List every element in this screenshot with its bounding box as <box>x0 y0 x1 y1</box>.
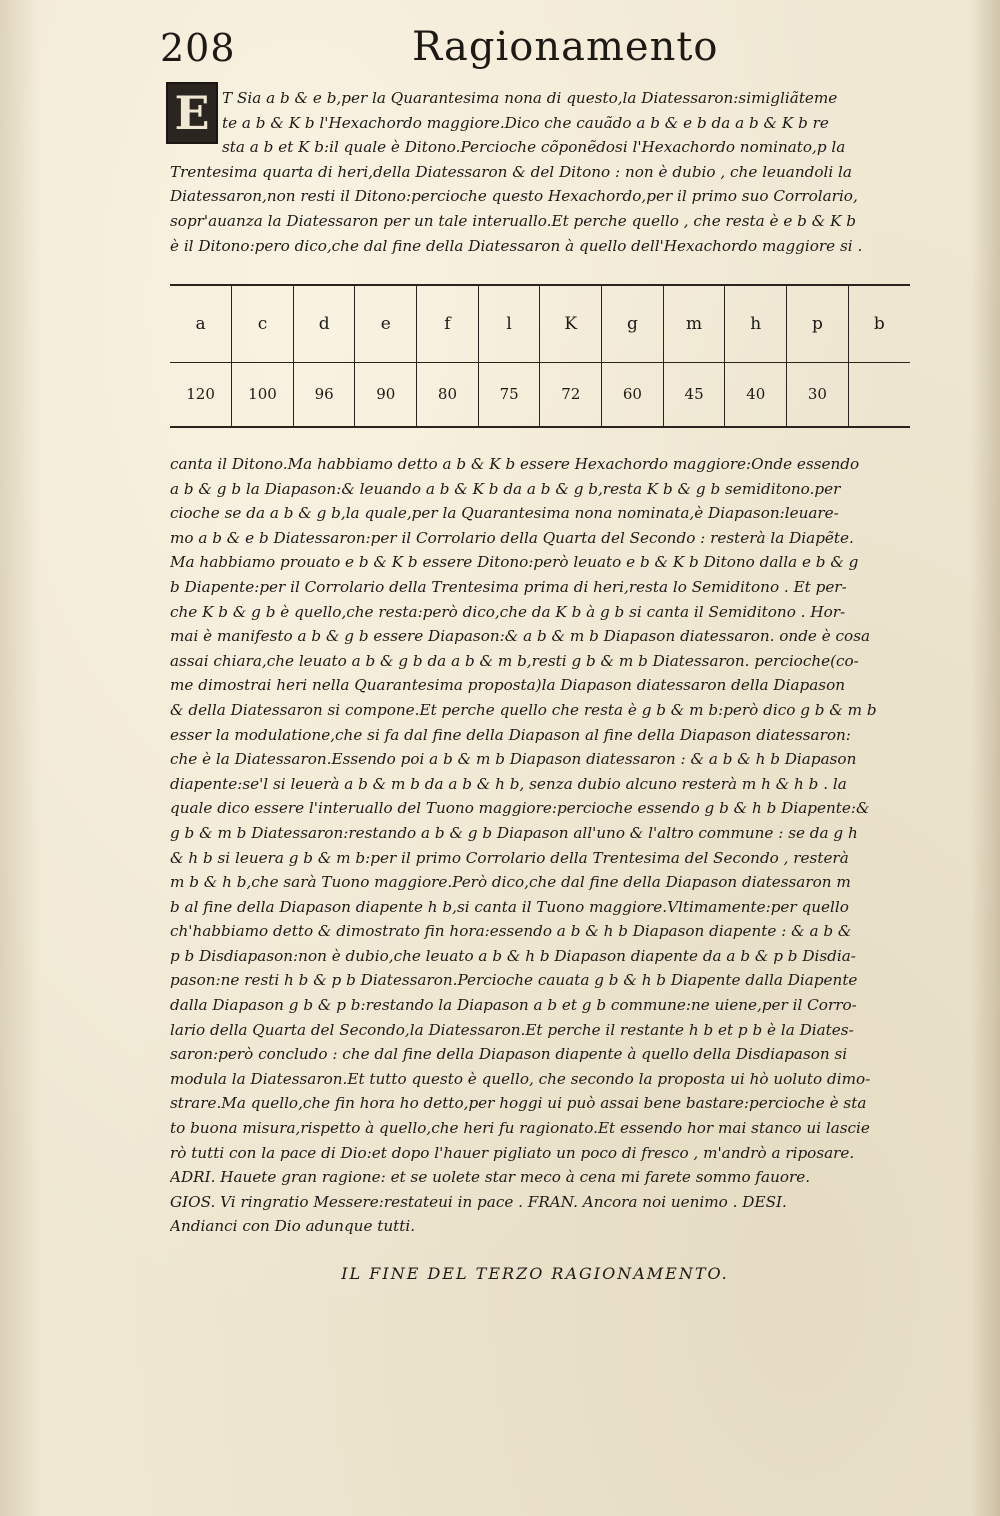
number-cell: 90 <box>355 362 417 426</box>
page-gutter-shadow <box>0 0 40 1516</box>
text-line: Trentesima quarta di heri,della Diatessaron & del Ditono : non è dubio , che leuandoli la <box>170 162 852 181</box>
text-line: saron:però concludo : che dal fine della Diapason diapente à quello della Disdiapason si <box>170 1045 848 1064</box>
letter-cell: e <box>355 286 417 362</box>
text-line: sopr'auanza la Diatessaron per un tale interuallo.Et perche quello , che resta è e b & K b <box>170 211 856 230</box>
interval-table-grid <box>170 286 910 426</box>
text-line: a b & g b la Diapason:& leuando a b & K b da a b & g b,resta K b & g b semiditono.per <box>170 479 841 498</box>
text-line: & della Diatessaron si compone.Et perche quello che resta è g b & m b:però dico g b & m b <box>170 700 877 719</box>
number-cell: 60 <box>602 362 664 426</box>
opening-paragraph <box>170 86 912 258</box>
letter-cell: p <box>787 286 849 362</box>
letter-cell: f <box>417 286 479 362</box>
text-line: strare.Ma quello,che fin hora ho detto,per hoggi ui può assai bene bastare:percioche è sta <box>170 1094 867 1113</box>
text-line: lario della Quarta del Secondo,la Diatessaron.Et perche il restante h b et p b è la Diates- <box>170 1020 854 1039</box>
page-number: 208 <box>160 26 236 70</box>
text-line: b al fine della Diapason diapente h b,si canta il Tuono maggiore.Vltimamente:per quello <box>170 897 849 916</box>
text-line: esser la modulatione,che si fa dal fine della Diapason al fine della Diapason diatessaron: <box>170 725 851 744</box>
number-cell: 120 <box>186 385 215 404</box>
number-cell: 72 <box>540 362 602 426</box>
number-row <box>170 362 910 426</box>
letter-cell: h <box>725 286 787 362</box>
number-cell: 80 <box>417 362 479 426</box>
text-line: diapente:se'l si leuerà a b & m b da a b & h b, senza dubio alcuno resterà m h & h b . la <box>170 774 847 793</box>
text-line: assai chiara,che leuato a b & g b da a b & m b,resti g b & m b Diatessaron. percioche(co- <box>170 651 859 670</box>
page-edge-shadow <box>970 0 1000 1516</box>
letter-cell: b <box>848 286 910 362</box>
text-line: rò tutti con la pace di Dio:et dopo l'hauer pigliato un poco di fresco , m'andrò a riposare. <box>170 1143 855 1162</box>
number-cell: 75 <box>478 362 540 426</box>
text-line: me dimostrai heri nella Quarantesima proposta)la Diapason diatessaron della Diapason <box>170 676 846 695</box>
main-paragraph <box>170 452 912 1239</box>
text-line: che è la Diatessaron.Essendo poi a b & m b Diapason diatessaron : & a b & h b Diapason <box>170 750 857 769</box>
text-line: è il Ditono:pero dico,che dal fine della Diatessaron à quello dell'Hexachordo maggiore si . <box>170 236 863 255</box>
number-cell: 30 <box>787 362 849 426</box>
text-line: sta a b et K b:il quale è Ditono.Percioche cõponẽdosi l'Hexachordo nominato,p la <box>222 138 846 157</box>
letter-cell: a <box>170 286 232 362</box>
text-line: p b Disdiapason:non è dubio,che leuato a b & h b Diapason diapente da a b & p b Disdia- <box>170 946 856 965</box>
text-line: b Diapente:per il Corrolario della Trentesima prima di heri,resta lo Semiditono . Et per- <box>170 577 847 596</box>
number-cell <box>848 362 910 426</box>
interval-table <box>170 284 910 428</box>
text-line: ch'habbiamo detto & dimostrato fin hora:essendo a b & h b Diapason diapente : & a b & <box>170 922 852 941</box>
text-line: mo a b & e b Diatessaron:per il Corrolario della Quarta del Secondo : resterà la Diapẽte. <box>170 528 854 547</box>
text-line: GIOS. Vi ringratio Messere:restateui in pace . FRAN. Ancora noi uenimo . DESI. <box>170 1192 787 1211</box>
text-line: Ma habbiamo prouato e b & K b essere Ditono:però leuato e b & K b Ditono dalla e b & g <box>170 553 859 572</box>
letter-cell: l <box>478 286 540 362</box>
text-line: pason:ne resti h b & p b Diatessaron.Percioche cauata g b & h b Diapente dalla Diapente <box>170 971 858 990</box>
text-line: m b & h b,che sarà Tuono maggiore.Però dico,che dal fine della Diapason diatessaron m <box>170 873 851 892</box>
text-line: dalla Diapason g b & p b:restando la Diapason a b et g b commune:ne uiene,per il Corro- <box>170 996 857 1015</box>
text-line: modula la Diatessaron.Et tutto questo è quello, che secondo la proposta ui hò uoluto dimo- <box>170 1069 871 1088</box>
letter-cell: g <box>602 286 664 362</box>
letter-cell: K <box>540 286 602 362</box>
letter-cell: c <box>232 286 294 362</box>
text-line: to buona misura,rispetto à quello,che heri fu ragionato.Et essendo hor mai stanco ui lascie <box>170 1119 870 1138</box>
text-line: & h b si leuera g b & m b:per il primo Corrolario della Trentesima del Secondo , resterà <box>170 848 849 867</box>
letter-row <box>170 286 910 362</box>
text-line: mai è manifesto a b & g b essere Diapason:& a b & m b Diapason diatessaron. onde è cosa <box>170 627 871 646</box>
text-line: canta il Ditono.Ma habbiamo detto a b & K b essere Hexachordo maggiore:Onde essendo <box>170 455 860 473</box>
text-line: cioche se da a b & g b,la quale,per la Quarantesima nona nominata,è Diapason:leuare- <box>170 504 839 523</box>
text-line: Andianci con Dio adunque tutti. <box>170 1217 416 1236</box>
number-cell: 100 <box>232 362 294 426</box>
number-cell: 45 <box>663 362 725 426</box>
text-line: g b & m b Diatessaron:restando a b & g b Diapason all'uno & l'altro commune : se da g h <box>170 823 858 842</box>
number-cell: 96 <box>293 362 355 426</box>
running-head: Ragionamento <box>412 24 719 70</box>
letter-cell: m <box>663 286 725 362</box>
letter-cell: d <box>293 286 355 362</box>
text-line: quale dico essere l'interuallo del Tuono maggiore:percioche essendo g b & h b Diapente:& <box>170 799 870 818</box>
text-line: T Sia a b & e b,per la Quarantesima nona di questo,la Diatessaron:simigliãteme <box>222 89 838 107</box>
closing-heading: IL FINE DEL TERZO RAGIONAMENTO. <box>341 1264 729 1283</box>
number-cell: 40 <box>725 362 787 426</box>
decorated-initial: E <box>166 82 218 144</box>
text-line: ADRI. Hauete gran ragione: et se uolete star meco à cena mi farete sommo fauore. <box>170 1168 811 1187</box>
text-line: che K b & g b è quello,che resta:però dico,che da K b à g b si canta il Semiditono . Hor- <box>170 602 846 621</box>
text-line: te a b & K b l'Hexachordo maggiore.Dico che cauãdo a b & e b da a b & K b re <box>222 113 829 132</box>
text-line: Diatessaron,non resti il Ditono:percioche questo Hexachordo,per il primo suo Corrolario, <box>170 187 858 206</box>
